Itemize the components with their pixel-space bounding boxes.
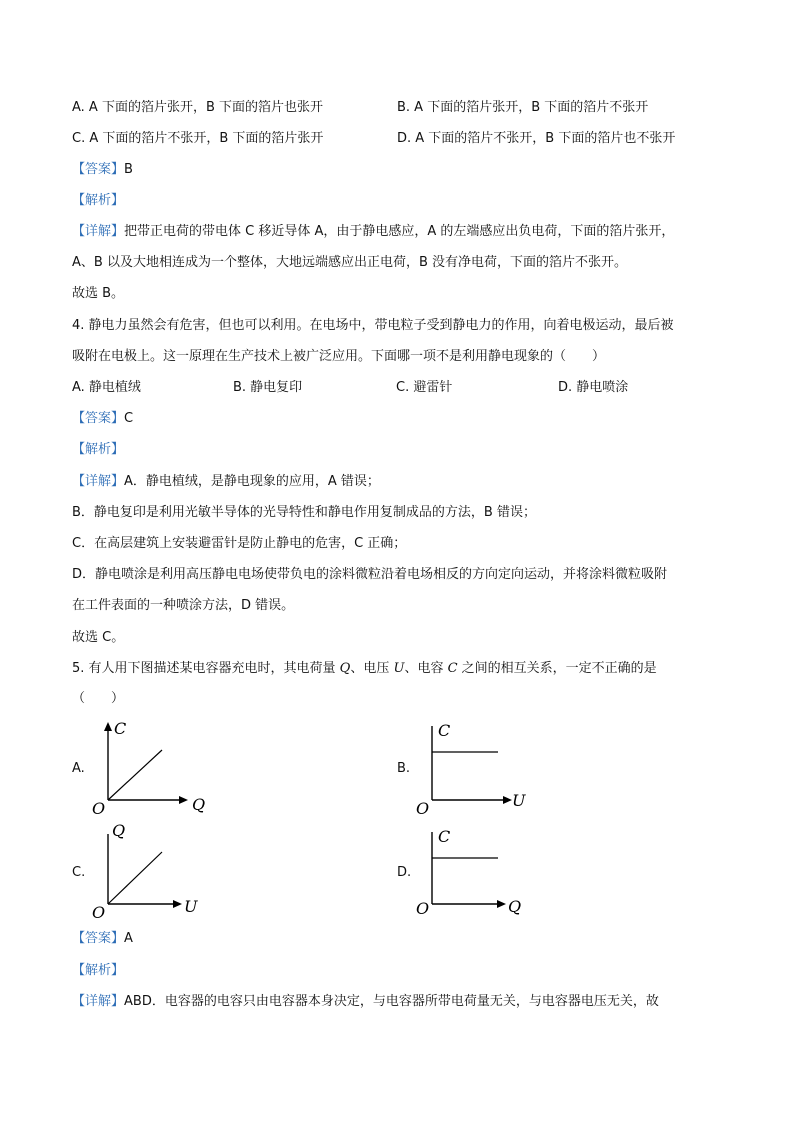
q4-stem-line1: 4. 静电力虽然会有危害，但也可以利用。在电场中，带电粒子受到静电力的作用，向着电极运动，最后被 [72, 318, 674, 333]
q5-detail-line1 [72, 993, 659, 1011]
q5-graph-c [90, 822, 220, 922]
q3-option-a: A. A 下面的箔片张开，B 下面的箔片也张开 [72, 100, 324, 115]
q3-answer-label: 【答案】 [72, 162, 125, 177]
q5-graph-b-label: B. [397, 761, 411, 776]
q4-analysis-label: 【解析】 [72, 442, 125, 457]
q5-stem-mid2: 、电容 [404, 661, 448, 676]
q3-detail-line2: A、B 以及大地相连成为一个整体，大地远端感应出正电荷，B 没有净电荷，下面的箔片不张开。 [72, 255, 627, 270]
q4-conclusion: 故选 C。 [72, 630, 125, 645]
q5-detail-text: ABD．电容器的电容只由电容器本身决定，与电容器所带电荷量无关，与电容器电压无关，故 [124, 994, 659, 1009]
graph-c-line [108, 852, 162, 904]
q5-graph-a-label: A. [72, 761, 85, 776]
graph-a-y-arrow [104, 722, 112, 731]
q5-stem-q: Q [339, 661, 351, 676]
q3-detail-text: 把带正电荷的带电体 C 移近导体 A，由于静电感应，A 的左端感应出负电荷，下面的箔片张开， [124, 224, 675, 239]
q3-detail-line1 [72, 223, 674, 241]
graph-a-origin: O [92, 799, 106, 818]
q3-detail-label: 【详解】 [72, 224, 125, 239]
q5-analysis-label: 【解析】 [72, 963, 125, 978]
q4-option-d: D. 静电喷涂 [558, 380, 629, 395]
q4-option-a: A. 静电植绒 [72, 380, 141, 395]
q5-stem-paren: （ ） [72, 691, 125, 706]
q5-graph-d [414, 822, 544, 922]
graph-a-x-label: Q [192, 795, 206, 814]
q3-answer-value: B [124, 162, 133, 177]
q5-answer-value: A [124, 931, 133, 946]
q4-detail-c: C．在高层建筑上安装避雷针是防止静电的危害，C 正确； [72, 536, 407, 551]
q5-stem [72, 660, 657, 678]
q5-stem-c: C [447, 661, 458, 676]
q5-graph-c-label: C. [72, 865, 86, 880]
q5-graph-b [414, 718, 544, 818]
q4-detail-b: B．静电复印是利用光敏半导体的光导特性和静电作用复制成品的方法，B 错误； [72, 505, 536, 520]
q4-answer [72, 410, 133, 428]
graph-c-origin: O [92, 903, 106, 922]
graph-b-x-label: U [512, 791, 526, 810]
q3-answer [72, 161, 133, 179]
q3-option-d: D. A 下面的箔片不张开，B 下面的箔片也不张开 [397, 131, 676, 146]
q5-stem-prefix: 5. 有人用下图描述某电容器充电时，其电荷量 [72, 661, 340, 676]
graph-a-x-arrow [179, 796, 188, 804]
graph-b-y-label: C [438, 721, 451, 740]
graph-c-x-label: U [184, 897, 198, 916]
q4-option-b: B. 静电复印 [233, 380, 303, 395]
graph-c-y-label: Q [112, 821, 126, 840]
graph-c-x-arrow [173, 900, 182, 908]
graph-b-origin: O [416, 799, 430, 818]
q3-option-c: C. A 下面的箔片不张开，B 下面的箔片张开 [72, 131, 324, 146]
q5-graph-d-label: D. [397, 865, 412, 880]
graph-b-x-arrow [503, 796, 512, 804]
q5-answer [72, 930, 133, 948]
graph-d-x-label: Q [508, 897, 522, 916]
q4-detail-d2: 在工件表面的一种喷涂方法，D 错误。 [72, 598, 295, 613]
q5-stem-u: U [393, 661, 405, 676]
q5-detail-label: 【详解】 [72, 994, 125, 1009]
q4-stem-line2: 吸附在电极上。这一原理在生产技术上被广泛应用。下面哪一项不是利用静电现象的（ ） [72, 349, 606, 364]
graph-d-y-label: C [438, 827, 451, 846]
q4-detail-label: 【详解】 [72, 474, 125, 489]
q5-graph-a [90, 718, 220, 818]
q5-stem-mid1: 、电压 [350, 661, 394, 676]
graph-d-x-arrow [497, 900, 506, 908]
q5-stem-suffix: 之间的相互关系，一定不正确的是 [457, 661, 657, 676]
q3-analysis-label: 【解析】 [72, 193, 125, 208]
q4-detail-a-text: A．静电植绒，是静电现象的应用，A 错误； [124, 474, 380, 489]
q4-answer-label: 【答案】 [72, 411, 125, 426]
graph-d-origin: O [416, 899, 430, 918]
q3-conclusion: 故选 B。 [72, 286, 125, 301]
q4-detail-a [72, 473, 380, 491]
q4-option-c: C. 避雷针 [396, 380, 453, 395]
q4-detail-d1: D．静电喷涂是利用高压静电电场使带负电的涂料微粒沿着电场相反的方向定向运动，并将涂料微粒吸附 [72, 567, 668, 582]
q4-answer-value: C [124, 411, 134, 426]
q3-option-b: B. A 下面的箔片张开，B 下面的箔片不张开 [397, 100, 649, 115]
graph-a-y-label: C [114, 719, 127, 738]
graph-a-line [108, 750, 162, 800]
q5-answer-label: 【答案】 [72, 931, 125, 946]
